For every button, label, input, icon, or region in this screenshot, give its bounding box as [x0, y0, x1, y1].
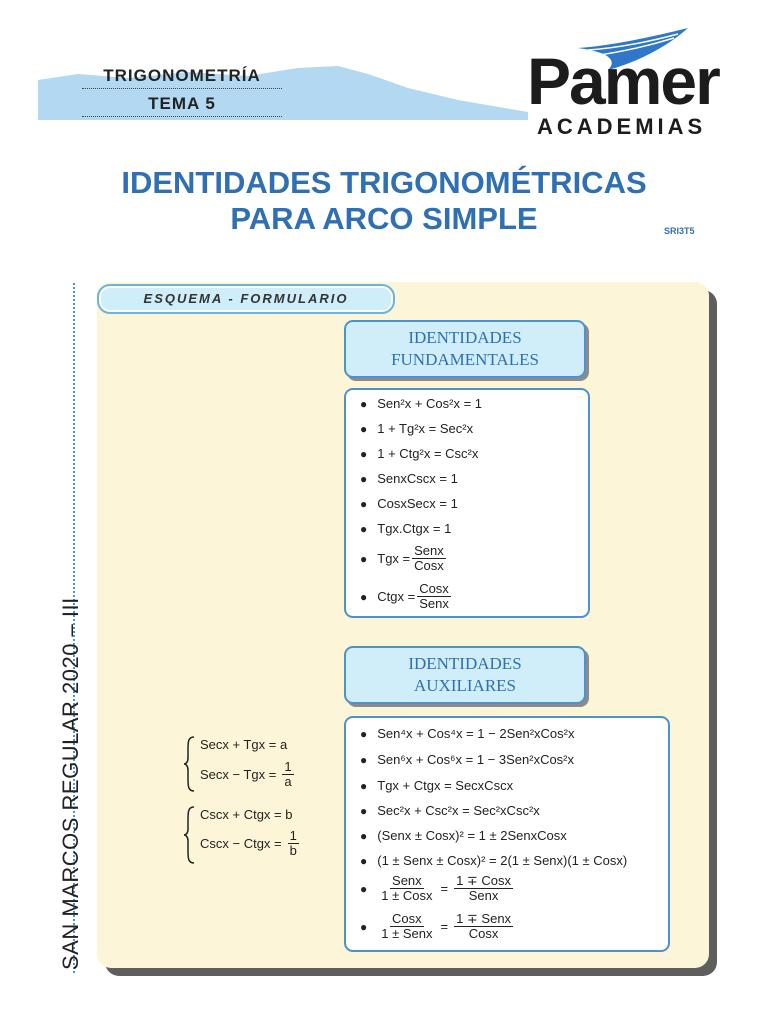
bullet-icon: ●	[360, 421, 368, 436]
fraction: $\frac{\text{Senx}}{\text{1 ± Cosx}}$	[381, 873, 433, 903]
list-item: ● 1 + Tg²x = Sec²x	[360, 421, 474, 436]
page-title-line1: IDENTIDADES TRIGONOMÉTRICAS	[121, 165, 647, 200]
heading-fundamentales	[344, 320, 586, 378]
logo-subtitle: ACADEMIAS	[537, 114, 707, 139]
bullet-icon: ●	[360, 726, 368, 741]
subject-label: TRIGONOMETRÍA	[82, 66, 282, 89]
fundamentales-box	[344, 388, 590, 618]
section-tag: ESQUEMA - FORMULARIO	[97, 284, 395, 314]
list-item: ● Sen⁴x + Cos⁴x = 1 − 2Sen²xCos²x	[360, 726, 575, 741]
list-item: ● SenxCscx = 1	[360, 471, 458, 486]
csc-system-line1: Cscx + Ctgx = b	[200, 807, 293, 822]
list-item: ● Tgx + Ctgx = SecxCscx	[360, 778, 514, 793]
bullet-icon: ●	[360, 752, 368, 767]
list-item-fraction: ● Ctgx = $\frac{\text{Cosx}}{\text{Senx}}$	[360, 581, 449, 611]
list-item: ● 1 + Ctg²x = Csc²x	[360, 446, 479, 461]
left-brace-icon	[183, 736, 195, 792]
fraction: $\frac{1}{a}$	[284, 759, 292, 789]
fraction: $\frac{\text{Senx}}{\text{Cosx}}$	[414, 543, 444, 573]
side-vertical-label: SAN MARCOS REGULAR 2020 – III	[58, 597, 83, 970]
heading-auxiliares	[344, 646, 586, 704]
list-item: ● Sen⁶x + Cos⁶x = 1 − 3Sen²xCos²x	[360, 752, 575, 767]
heading-fundamentales-line2: FUNDAMENTALES	[391, 350, 539, 369]
topic-label: TEMA 5	[82, 94, 282, 117]
list-item: ● Sec²x + Csc²x = Sec²xCsc²x	[360, 803, 540, 818]
bullet-icon: ●	[360, 551, 368, 566]
document-code: SRI3T5	[664, 226, 695, 236]
fraction: $\frac{\text{Cosx}}{\text{1 ± Senx}}$	[381, 911, 433, 941]
bullet-icon: ●	[360, 828, 368, 843]
bullet-icon: ●	[360, 853, 368, 868]
left-brace-icon	[183, 806, 195, 864]
list-item: ● CosxSecx = 1	[360, 496, 458, 511]
fraction: $\frac{\text{1 ∓ Cosx}}{\text{Senx}}$	[456, 873, 512, 903]
auxiliares-box	[344, 716, 670, 952]
heading-auxiliares-line1: IDENTIDADES	[408, 654, 522, 673]
fraction: $\frac{\text{Cosx}}{\text{Senx}}$	[419, 581, 449, 611]
bullet-icon: ●	[360, 471, 368, 486]
heading-auxiliares-line2: AUXILIARES	[414, 676, 516, 695]
bullet-icon: ●	[360, 521, 368, 536]
sec-system-line1: Secx + Tgx = a	[200, 737, 288, 752]
bullet-icon: ●	[360, 496, 368, 511]
fraction: $\frac{\text{1 ∓ Senx}}{\text{Cosx}}$	[456, 911, 512, 941]
bullet-icon: ●	[360, 778, 368, 793]
bullet-icon: ●	[360, 396, 368, 411]
fraction: $\frac{1}{b}$	[289, 828, 297, 858]
list-item-fraction: ● $\frac{\text{Senx}}{\text{1 ± Cosx}}$ = $\frac{\text{1 ∓ Cosx}}{\text{Senx}}$	[360, 873, 512, 903]
list-item: ● (Senx ± Cosx)² = 1 ± 2SenxCosx	[360, 828, 567, 843]
sec-system-line2: Secx − Tgx = $\frac{1}{a}$	[200, 759, 292, 789]
heading-fundamentales-line1: IDENTIDADES	[408, 328, 522, 347]
csc-system-line2: Cscx − Ctgx = $\frac{1}{b}$	[200, 828, 297, 858]
list-item-fraction: ● Tgx = $\frac{\text{Senx}}{\text{Cosx}}$	[360, 543, 444, 573]
list-item-fraction: ● $\frac{\text{Cosx}}{\text{1 ± Senx}}$ = $\frac{\text{1 ∓ Senx}}{\text{Cosx}}$	[360, 911, 512, 941]
logo-name: Pamer	[527, 44, 719, 118]
list-item: ● Tgx.Ctgx = 1	[360, 521, 452, 536]
bullet-icon: ●	[360, 919, 368, 934]
bullet-icon: ●	[360, 446, 368, 461]
bullet-icon: ●	[360, 589, 368, 604]
bullet-icon: ●	[360, 803, 368, 818]
list-item: ● (1 ± Senx ± Cosx)² = 2(1 ± Senx)(1 ± Cosx)	[360, 853, 628, 868]
list-item: ● Sen²x + Cos²x = 1	[360, 396, 483, 411]
page-title-line2: PARA ARCO SIMPLE	[230, 201, 538, 236]
bullet-icon: ●	[360, 881, 368, 896]
